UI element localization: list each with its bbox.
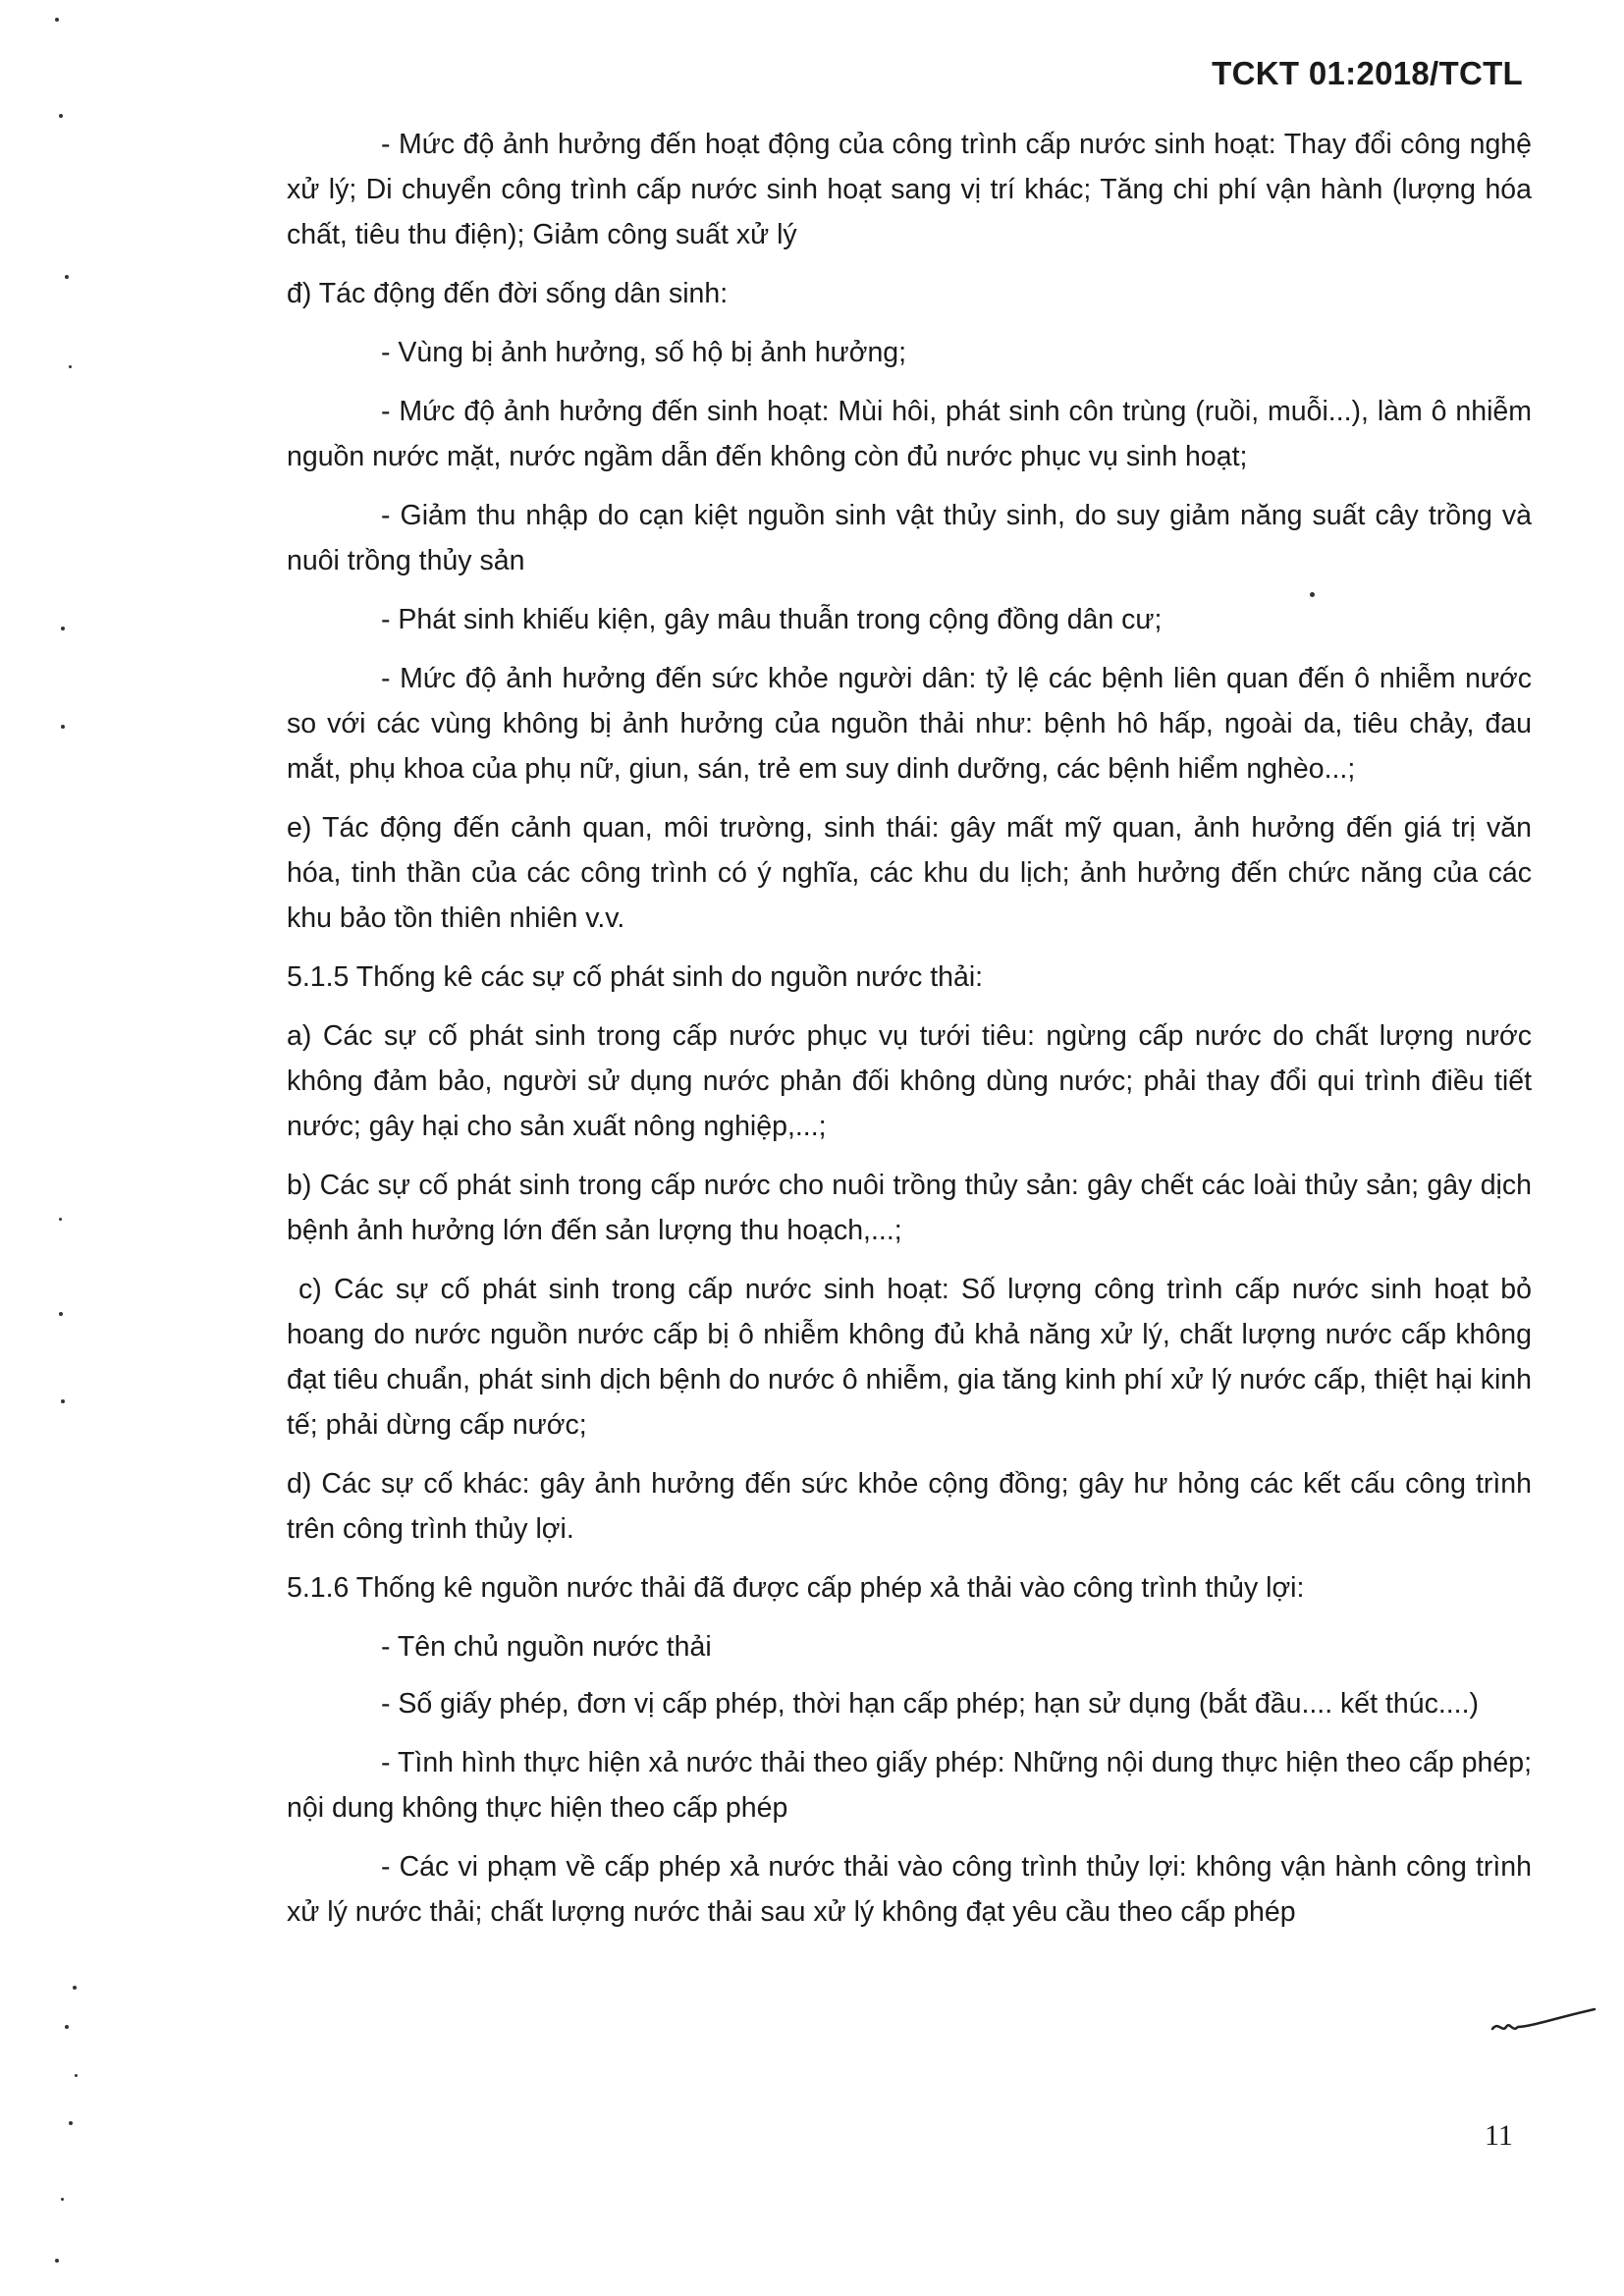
paragraph-other-incidents: d) Các sự cố khác: gây ảnh hưởng đến sức khỏe cộng đồng; gây hư hỏng các kết cấu công trình trên công trình thủy lợi. [287, 1468, 1532, 1545]
paragraph-source-owner: - Tên chủ nguồn nước thải [381, 1631, 712, 1663]
scan-speck [1310, 592, 1315, 597]
paragraph-complaints: - Phát sinh khiếu kiện, gây mâu thuẫn trong cộng đồng dân cư; [381, 604, 1163, 635]
scan-speck [69, 2121, 73, 2125]
scan-speck [55, 2259, 59, 2263]
scan-speck [65, 2025, 69, 2029]
paragraph-permit-details: - Số giấy phép, đơn vị cấp phép, thời hạn cấp phép; hạn sử dụng (bắt đầu.... kết thúc....) [381, 1688, 1479, 1720]
section-heading-5-1-6: 5.1.6 Thống kê nguồn nước thải đã được cấp phép xả thải vào công trình thủy lợi: [287, 1572, 1305, 1604]
scan-speck [75, 2074, 78, 2077]
scan-speck [65, 275, 69, 279]
paragraph-permit-violations: - Các vi phạm về cấp phép xả nước thải vào công trình thủy lợi: không vận hành công trình xử lý nước thải; chất lượng nước thải sau xử lý không đạt yêu cầu theo cấp phép [287, 1851, 1532, 1928]
section-heading-5-1-5: 5.1.5 Thống kê các sự cố phát sinh do nguồn nước thải: [287, 961, 984, 993]
paragraph-affected-area: - Vùng bị ảnh hưởng, số hộ bị ảnh hưởng; [381, 337, 907, 368]
paragraph-permit-compliance: - Tình hình thực hiện xả nước thải theo giấy phép: Những nội dung thực hiện theo cấp phép; nội dung không thực hiện theo cấp phép [287, 1747, 1532, 1824]
paragraph-income-reduction: - Giảm thu nhập do cạn kiệt nguồn sinh vật thủy sinh, do suy giảm năng suất cây trồng và nuôi trồng thủy sản [287, 500, 1532, 576]
page-number: 11 [1485, 2119, 1513, 2152]
paragraph-irrigation-incidents: a) Các sự cố phát sinh trong cấp nước phục vụ tưới tiêu: ngừng cấp nước do chất lượng nước không đảm bảo, người sử dụng nước phản đối không dùng nước; phải thay đổi qui trình điều tiết nước; gây hại cho sản xuất nông nghiệp,...; [287, 1020, 1532, 1142]
paragraph-landscape-impact: e) Tác động đến cảnh quan, môi trường, sinh thái: gây mất mỹ quan, ảnh hưởng đến giá trị văn hóa, tinh thần của các công trình có ý nghĩa, các khu du lịch; ảnh hưởng đến chức năng của các khu bảo tồn thiên nhiên v.v. [287, 812, 1532, 934]
paragraph-living-impact: - Mức độ ảnh hưởng đến sinh hoạt: Mùi hôi, phát sinh côn trùng (ruồi, muỗi...), làm ô nhiễm nguồn nước mặt, nước ngầm dẫn đến không còn đủ nước phục vụ sinh hoạt; [287, 396, 1532, 472]
initials-signature-mark [1490, 2007, 1598, 2047]
paragraph-domestic-water-incidents: c) Các sự cố phát sinh trong cấp nước sinh hoạt: Số lượng công trình cấp nước sinh hoạt bỏ hoang do nước nguồn nước cấp bị ô nhiễm không đủ khả năng xử lý, chất lượng nước cấp không đạt tiêu chuẩn, phát sinh dịch bệnh do nước ô nhiễm, gia tăng kinh phí xử lý nước cấp, thiệt hại kinh tế; phải dừng cấp nước; [287, 1274, 1532, 1441]
document-body [287, 122, 1532, 1948]
scan-speck [55, 18, 59, 22]
scan-speck [61, 2198, 64, 2201]
scan-speck [69, 365, 72, 368]
scan-speck [61, 725, 65, 729]
scan-speck [61, 627, 65, 630]
document-code-header: TCKT 01:2018/TCTL [1212, 55, 1523, 91]
paragraph-aquaculture-incidents: b) Các sự cố phát sinh trong cấp nước cho nuôi trồng thủy sản: gây chết các loài thủy sản; gây dịch bệnh ảnh hưởng lớn đến sản lượng thu hoạch,...; [287, 1170, 1532, 1246]
scan-speck [61, 1399, 65, 1403]
paragraph-water-supply-impact: - Mức độ ảnh hưởng đến hoạt động của công trình cấp nước sinh hoạt: Thay đổi công nghệ xử lý; Di chuyển công trình cấp nước sinh hoạt sang vị trí khác; Tăng chi phí vận hành (lượng hóa chất, tiêu thu điện); Giảm công suất xử lý [287, 129, 1532, 250]
scan-speck [59, 1218, 62, 1221]
scan-speck [59, 1312, 63, 1316]
paragraph-health-impact: - Mức độ ảnh hưởng đến sức khỏe người dân: tỷ lệ các bệnh liên quan đến ô nhiễm nước so với các vùng không bị ảnh hưởng của nguồn thải như: bệnh hô hấp, ngoài da, tiêu chảy, đau mắt, phụ khoa của phụ nữ, giun, sán, trẻ em suy dinh dưỡng, các bệnh hiểm nghèo...; [287, 663, 1532, 785]
scan-speck [73, 1986, 77, 1990]
scan-speck [59, 114, 63, 118]
heading-livelihood-impact: đ) Tác động đến đời sống dân sinh: [287, 278, 729, 309]
